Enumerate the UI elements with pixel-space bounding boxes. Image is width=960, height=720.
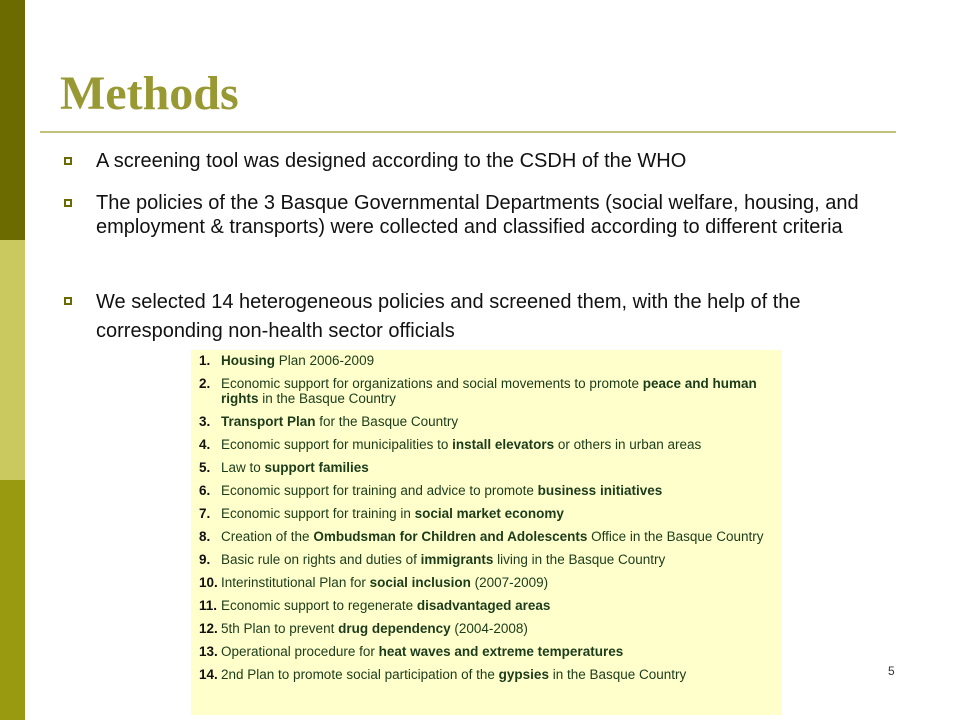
- policy-keyword: install elevators: [452, 437, 555, 452]
- policy-text-part: Law to: [221, 460, 265, 475]
- policy-text: [221, 414, 772, 429]
- policy-text: [221, 529, 772, 544]
- policy-item: [199, 598, 772, 613]
- policy-keyword: social inclusion: [369, 575, 471, 590]
- policy-text-part: Creation of the: [221, 529, 314, 544]
- policy-keyword: social market economy: [414, 506, 564, 521]
- policy-keyword: Transport Plan: [221, 414, 316, 429]
- policy-keyword: peace and human rights: [221, 376, 757, 406]
- policy-number: 9.: [199, 552, 211, 567]
- policy-keyword: Ombudsman for Children and Adolescents: [313, 529, 588, 544]
- policy-text: [221, 460, 772, 475]
- policy-keyword: business initiatives: [537, 483, 663, 498]
- bullet-item: [64, 149, 874, 173]
- policy-item: [199, 644, 772, 659]
- page-number: 5: [888, 664, 895, 678]
- slide-title: Methods: [60, 67, 239, 120]
- policy-text-part: (2004-2008): [450, 621, 528, 636]
- policy-text-part: (2007-2009): [470, 575, 549, 590]
- side-bar-dark-segment: [0, 0, 25, 240]
- policy-text: [221, 598, 772, 613]
- policy-text-part: Economic support for training in: [221, 506, 415, 521]
- bullet-text: We selected 14 heterogeneous policies and screened them, with the help of the corresponding non-health sector officials: [96, 291, 801, 342]
- policy-text: [221, 552, 772, 567]
- policy-number: 6.: [199, 483, 211, 498]
- policy-text-part: for the Basque Country: [315, 414, 459, 429]
- bullet-item: [64, 191, 874, 239]
- policy-number: 12.: [199, 621, 218, 636]
- policy-number: 3.: [199, 414, 211, 429]
- side-bar-mid-segment: [0, 480, 25, 720]
- policy-text: [221, 621, 772, 636]
- policy-keyword: Housing: [221, 353, 275, 368]
- side-bar-light-segment: [0, 240, 25, 480]
- policy-item: [199, 353, 772, 368]
- policy-list-table: [191, 350, 782, 715]
- side-color-bar: [0, 0, 25, 720]
- policy-number: 10.: [199, 575, 218, 590]
- policy-text-part: Economic support for training and advice to promote: [221, 483, 538, 498]
- policy-keyword: immigrants: [420, 552, 494, 567]
- policy-item: [199, 437, 772, 452]
- policy-text: [221, 353, 772, 368]
- policy-text: [221, 667, 772, 682]
- policy-item: [199, 414, 772, 429]
- policy-text: [221, 437, 772, 452]
- policy-number: 7.: [199, 506, 211, 521]
- policy-text-part: 2nd Plan to promote social participation of the: [221, 667, 499, 682]
- policy-text-part: Economic support for municipalities to: [221, 437, 453, 452]
- bullet-text: The policies of the 3 Basque Governmental Departments (social welfare, housing, and employment & transports) were collected and classified according to different criteria: [96, 192, 859, 238]
- policy-number: 2.: [199, 376, 211, 391]
- policy-text-part: Economic support for organizations and social movements to promote: [221, 376, 643, 391]
- policy-keyword: support families: [264, 460, 369, 475]
- policy-text-part: or others in urban areas: [554, 437, 702, 452]
- policy-text-part: Interinstitutional Plan for: [221, 575, 370, 590]
- policy-number: 13.: [199, 644, 218, 659]
- policy-number: 14.: [199, 667, 218, 682]
- policy-item: [199, 460, 772, 475]
- policy-text-part: living in the Basque Country: [493, 552, 666, 567]
- policy-text-part: 5th Plan to prevent: [221, 621, 339, 636]
- policy-number: 8.: [199, 529, 211, 544]
- policy-item: [199, 483, 772, 498]
- policy-number: 4.: [199, 437, 211, 452]
- policy-text-part: Economic support to regenerate: [221, 598, 417, 613]
- policy-text-part: in the Basque Country: [258, 391, 396, 406]
- policy-item: [199, 621, 772, 636]
- policy-text-part: Operational procedure for: [221, 644, 379, 659]
- policy-item: [199, 529, 772, 544]
- policy-text-part: Basic rule on rights and duties of: [221, 552, 421, 567]
- policy-text: [221, 376, 772, 406]
- policy-number: 1.: [199, 353, 211, 368]
- policy-text-part: in the Basque Country: [548, 667, 687, 682]
- square-bullet-icon: [64, 157, 72, 165]
- policy-text: [221, 506, 772, 521]
- bullet-text: A screening tool was designed according to the CSDH of the WHO: [96, 150, 687, 172]
- square-bullet-icon: [64, 297, 72, 305]
- policy-keyword: drug dependency: [338, 621, 451, 636]
- title-underline: [40, 131, 896, 133]
- policy-item: [199, 506, 772, 521]
- policy-item: [199, 667, 772, 682]
- policy-text-part: Plan 2006-2009: [275, 353, 375, 368]
- policy-item: [199, 575, 772, 590]
- policy-keyword: heat waves and extreme temperatures: [378, 644, 624, 659]
- policy-item: [199, 376, 772, 406]
- policy-number: 11.: [199, 598, 218, 613]
- policy-text: [221, 575, 772, 590]
- policy-text: [221, 644, 772, 659]
- policy-keyword: gypsies: [498, 667, 549, 682]
- square-bullet-icon: [64, 199, 72, 207]
- policy-text: [221, 483, 772, 498]
- bullet-item: [64, 288, 874, 346]
- policy-item: [199, 552, 772, 567]
- policy-text-part: Office in the Basque Country: [587, 529, 764, 544]
- policy-keyword: disadvantaged areas: [416, 598, 551, 613]
- policy-number: 5.: [199, 460, 211, 475]
